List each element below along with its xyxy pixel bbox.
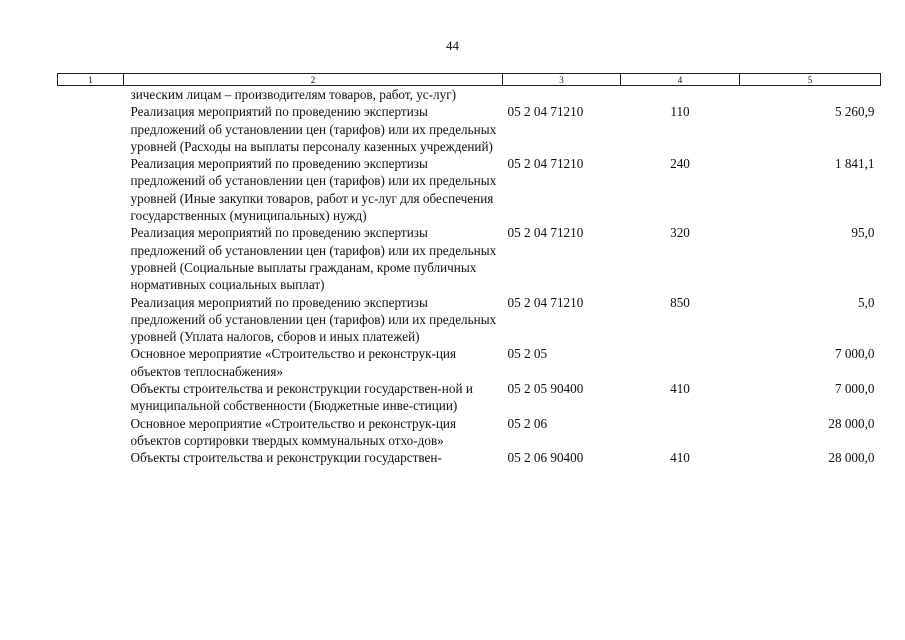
target-code: 05 2 04 71210 (507, 225, 584, 241)
row-number (58, 86, 124, 104)
expense-type (621, 345, 740, 380)
header-col-2: 2 (124, 74, 503, 86)
expense-name: Реализация мероприятий по проведению экспертизы предложений об установлении цен (тарифов) или их предельных уровней (Социальные выплаты гражданам, кроме публичных нормативных социальных выплат) (130, 225, 497, 293)
budget-table (57, 73, 881, 467)
table-row (58, 345, 881, 380)
table-row (58, 224, 881, 293)
header-col-5: 5 (740, 74, 881, 86)
target-code: 05 2 05 90400 (507, 381, 584, 397)
expense-name: Реализация мероприятий по проведению экспертизы предложений об установлении цен (тарифов) или их предельных уровней (Расходы на выплаты персоналу казенных учреждений) (130, 104, 497, 154)
row-number (58, 155, 124, 224)
header-row (58, 74, 881, 86)
expense-type: 320 (670, 225, 690, 241)
amount: 5,0 (858, 294, 875, 310)
row-number (58, 380, 124, 415)
header-col-3: 3 (503, 74, 621, 86)
table-row (58, 415, 881, 450)
target-code: 05 2 04 71210 (507, 104, 584, 120)
row-number (58, 294, 124, 346)
amount (740, 86, 881, 104)
table-body (58, 86, 881, 467)
table-row (58, 103, 881, 155)
table-row (58, 449, 881, 466)
expense-type (621, 415, 740, 450)
target-code: 05 2 06 90400 (507, 450, 584, 466)
header-col-4: 4 (621, 74, 740, 86)
row-number (58, 415, 124, 450)
expense-type: 410 (670, 381, 690, 397)
expense-name: Объекты строительства и реконструкции государствен-ной и муниципальной собственности (Бюджетные инве-стиции) (130, 381, 473, 414)
target-code: 05 2 05 (507, 346, 548, 362)
expense-type: 410 (670, 450, 690, 466)
expense-name: Основное мероприятие «Строительство и реконструк-ция объектов теплоснабжения» (130, 346, 457, 379)
amount: 7 000,0 (834, 346, 875, 362)
expense-name: Реализация мероприятий по проведению экспертизы предложений об установлении цен (тарифов) или их предельных уровней (Уплата налогов, сборов и иных платежей) (130, 294, 497, 345)
row-number (58, 224, 124, 293)
table-row (58, 86, 881, 104)
table-row (58, 155, 881, 224)
expense-type: 240 (670, 156, 690, 172)
expense-name: зическим лицам – производителям товаров, работ, ус-луг) (130, 87, 457, 102)
table-header (58, 74, 881, 86)
target-code: 05 2 04 71210 (507, 294, 584, 310)
header-col-1: 1 (58, 74, 124, 86)
row-number (58, 449, 124, 466)
row-number (58, 103, 124, 155)
expense-name: Объекты строительства и реконструкции государствен- (130, 450, 442, 466)
expense-type: 850 (670, 294, 690, 310)
amount: 28 000,0 (828, 415, 875, 431)
amount: 1 841,1 (834, 156, 875, 172)
amount: 7 000,0 (834, 381, 875, 397)
table-row (58, 294, 881, 346)
row-number (58, 345, 124, 380)
expense-type: 110 (670, 104, 690, 120)
target-code (503, 86, 621, 104)
target-code: 05 2 04 71210 (507, 156, 584, 172)
expense-name: Реализация мероприятий по проведению экспертизы предложений об установлении цен (тарифов) или их предельных уровней (Иные закупки товаров, работ и ус-луг для обеспечения государственных (муниципальных) нужд) (130, 156, 497, 224)
table-row (58, 380, 881, 415)
amount: 95,0 (851, 225, 875, 241)
target-code: 05 2 06 (507, 415, 548, 431)
amount: 5 260,9 (834, 104, 875, 120)
expense-name: Основное мероприятие «Строительство и реконструк-ция объектов сортировки твердых коммунальных отхо-дов» (130, 415, 457, 448)
page-number: 44 (446, 38, 459, 53)
expense-type (621, 86, 740, 104)
amount: 28 000,0 (828, 450, 875, 466)
